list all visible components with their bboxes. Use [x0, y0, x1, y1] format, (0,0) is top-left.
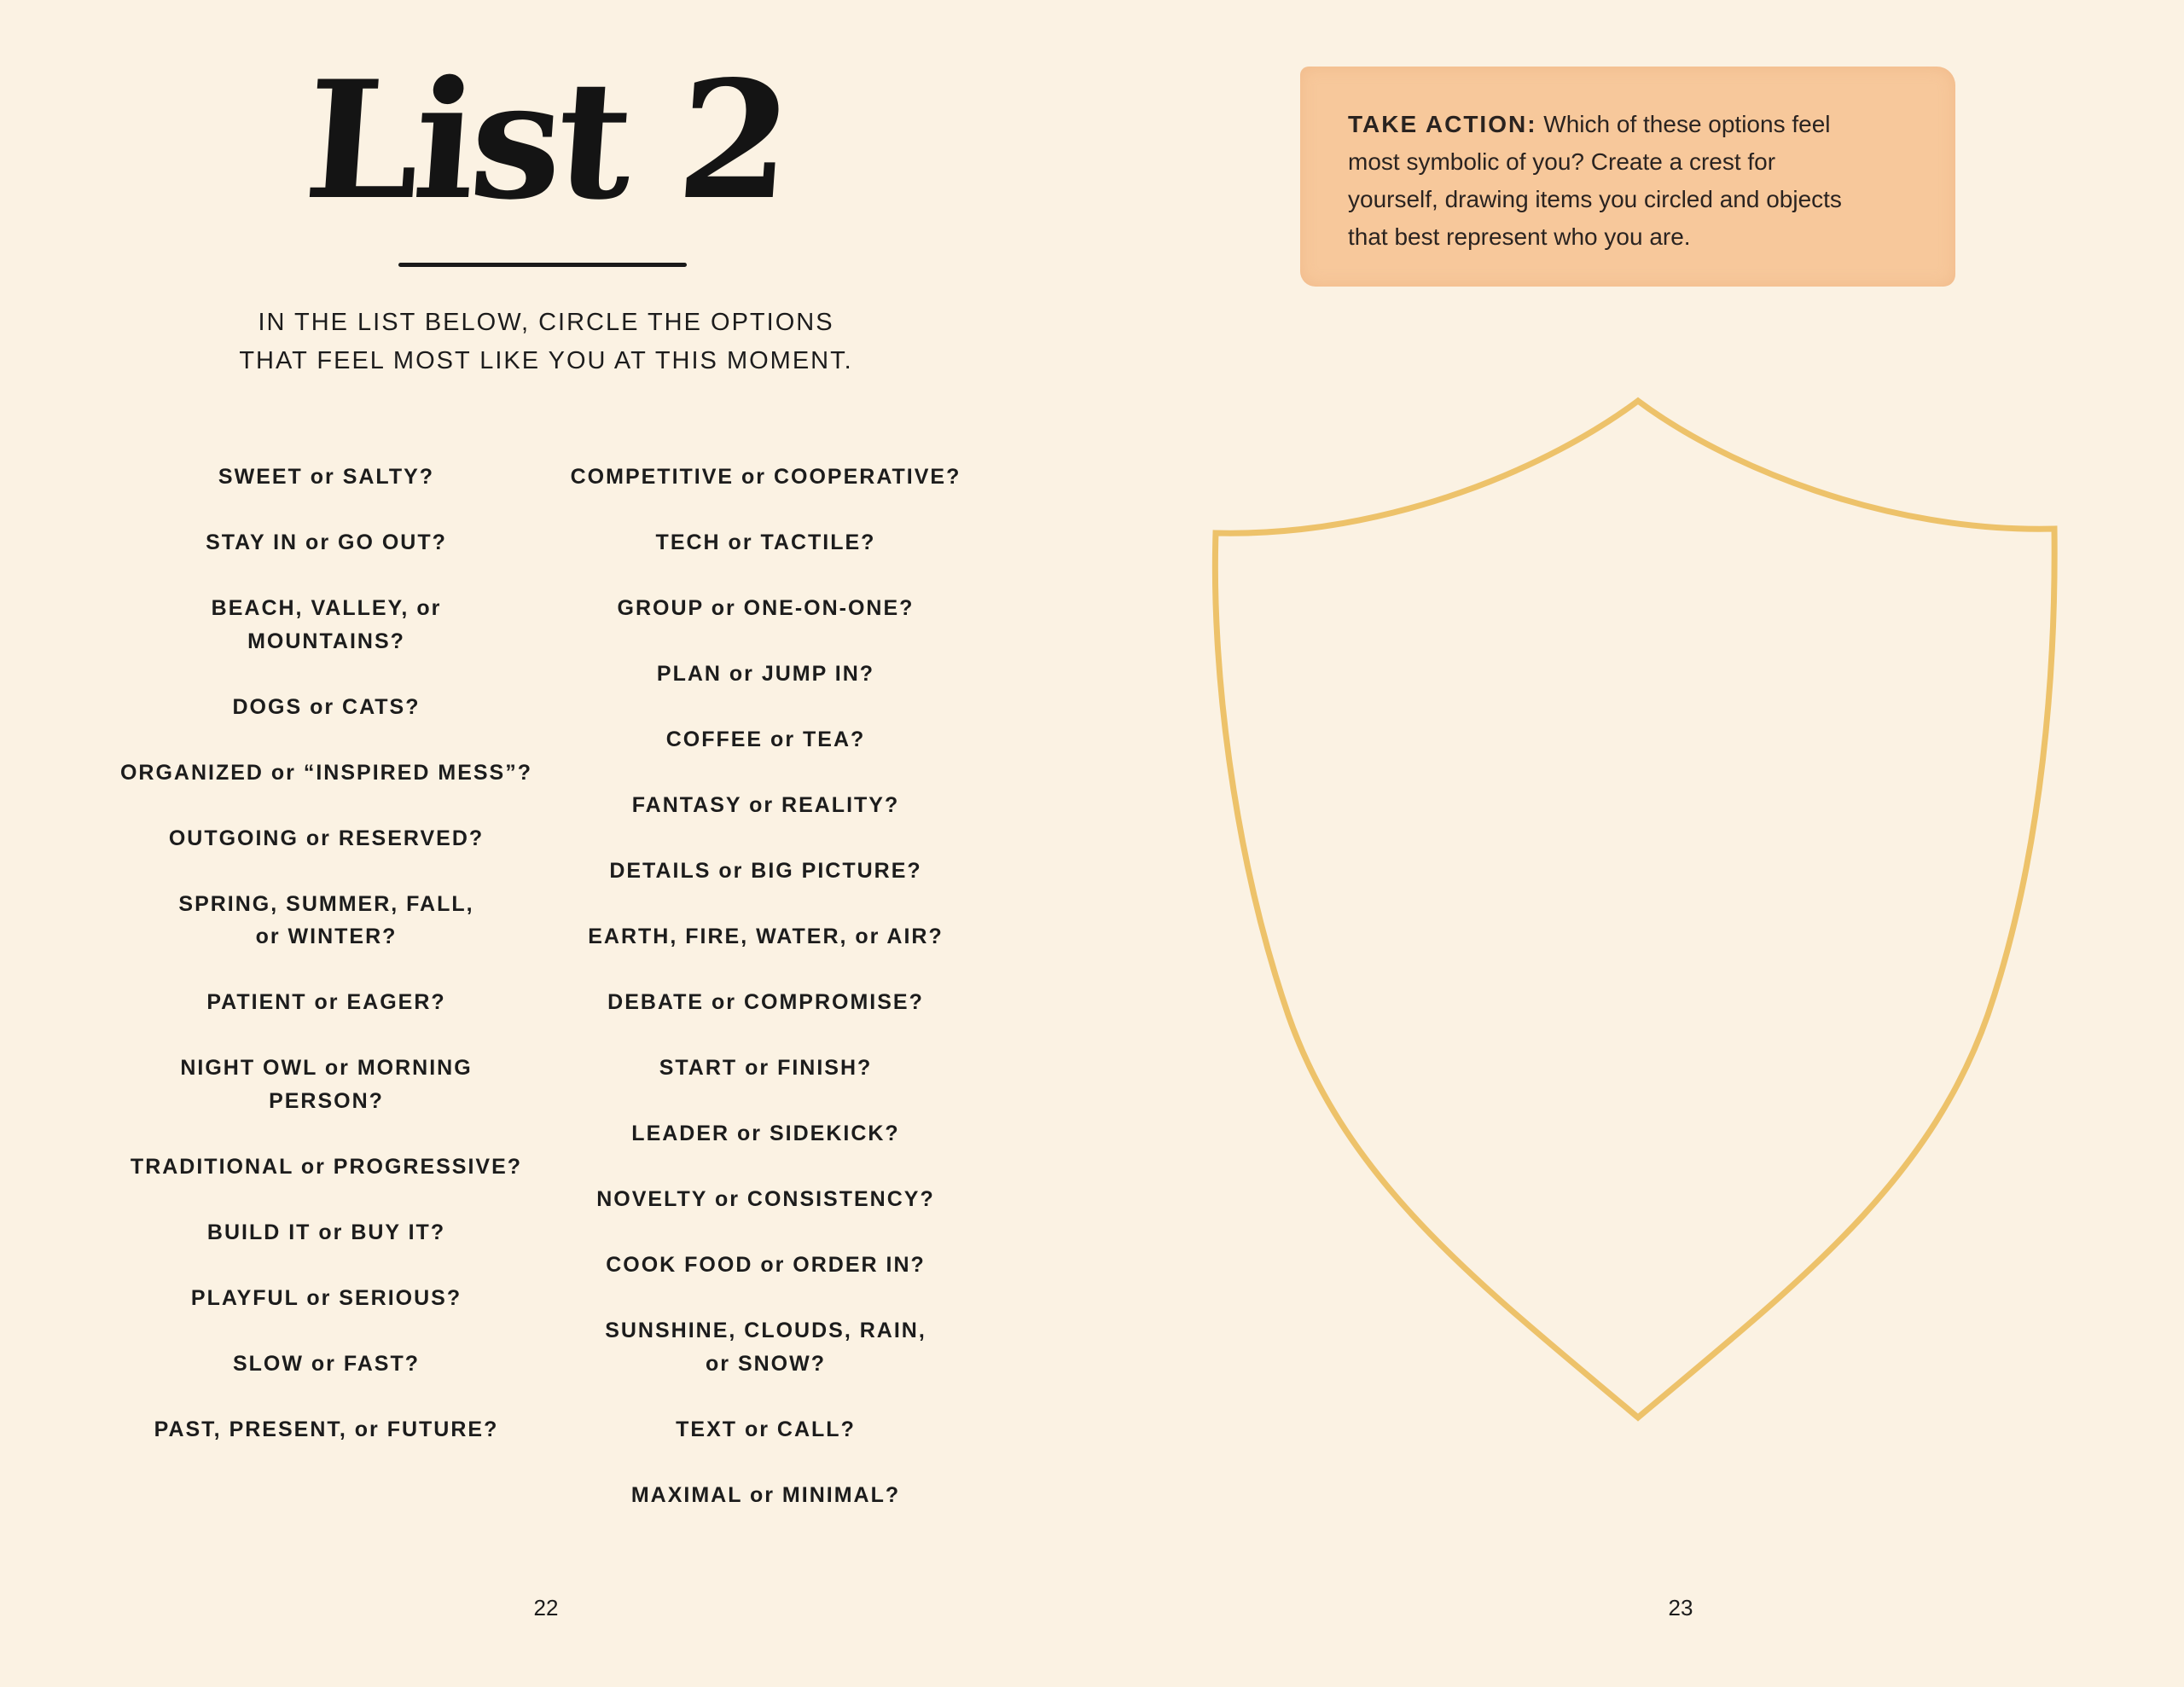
- option-item[interactable]: [102, 526, 550, 559]
- option-text: or SNOW?: [706, 1351, 826, 1376]
- option-item[interactable]: [102, 1282, 550, 1315]
- options-column-left: [102, 461, 550, 1479]
- option-text: DETAILS or BIG PICTURE?: [609, 859, 922, 883]
- option-text: START or FINISH?: [659, 1056, 873, 1080]
- option-item[interactable]: [563, 723, 968, 757]
- option-text: NOVELTY or CONSISTENCY?: [596, 1187, 935, 1211]
- option-item[interactable]: [563, 1479, 968, 1512]
- take-action-line: Which of these options feel: [1536, 111, 1831, 137]
- option-text: COMPETITIVE or COOPERATIVE?: [570, 465, 961, 489]
- take-action-line: most symbolic of you? Create a crest for: [1348, 148, 1776, 175]
- option-text: EARTH, FIRE, WATER, or AIR?: [588, 925, 944, 948]
- option-item[interactable]: [563, 1117, 968, 1151]
- option-item[interactable]: [563, 920, 968, 954]
- option-text: or WINTER?: [255, 925, 398, 948]
- option-text: MOUNTAINS?: [247, 629, 405, 653]
- option-item[interactable]: [563, 855, 968, 888]
- option-text: OUTGOING or RESERVED?: [168, 826, 485, 850]
- take-action-line: yourself, drawing items you circled and objects: [1348, 186, 1842, 212]
- title-underline: [398, 263, 687, 267]
- page-title: List 2: [299, 45, 793, 235]
- option-text: STAY IN or GO OUT?: [206, 530, 447, 554]
- option-text: SLOW or FAST?: [232, 1351, 421, 1376]
- option-item[interactable]: [102, 1348, 550, 1381]
- option-text: COFFEE or TEA?: [665, 728, 866, 751]
- page-number-right: 23: [1668, 1595, 1693, 1620]
- option-text: DOGS or CATS?: [232, 694, 421, 719]
- option-text: FANTASY or REALITY?: [631, 793, 900, 817]
- option-item[interactable]: [563, 592, 968, 625]
- option-item[interactable]: [563, 526, 968, 559]
- option-text: GROUP or ONE-ON-ONE?: [617, 596, 915, 620]
- option-text: LEADER or SIDEKICK?: [631, 1122, 900, 1145]
- option-text: TECH or TACTILE?: [655, 530, 876, 554]
- option-item[interactable]: [102, 888, 550, 954]
- instructions: [0, 304, 1092, 380]
- page-number-left: 22: [533, 1595, 559, 1620]
- option-text: COOK FOOD or ORDER IN?: [606, 1253, 926, 1277]
- option-item[interactable]: [563, 1314, 968, 1380]
- option-item[interactable]: [102, 1052, 550, 1117]
- option-item[interactable]: [563, 658, 968, 691]
- option-text: PLAYFUL or SERIOUS?: [190, 1285, 462, 1310]
- options-column-right: [563, 461, 968, 1545]
- instructions-line: IN THE LIST BELOW, CIRCLE THE OPTIONS: [258, 309, 834, 336]
- option-item[interactable]: [102, 1413, 550, 1446]
- option-item[interactable]: [563, 461, 968, 494]
- option-item[interactable]: [563, 789, 968, 822]
- option-item[interactable]: [102, 757, 550, 790]
- option-text: BEACH, VALLEY, or: [211, 596, 442, 620]
- right-page: [1092, 0, 2184, 1687]
- option-text: TRADITIONAL or PROGRESSIVE?: [130, 1154, 523, 1179]
- option-item[interactable]: [563, 1249, 968, 1282]
- take-action-line: that best represent who you are.: [1348, 223, 1691, 250]
- option-item[interactable]: [563, 1052, 968, 1085]
- option-item[interactable]: [102, 592, 550, 658]
- option-text: PERSON?: [269, 1088, 384, 1113]
- option-text: DEBATE or COMPROMISE?: [607, 990, 924, 1014]
- instructions-line: THAT FEEL MOST LIKE YOU AT THIS MOMENT.: [239, 347, 853, 374]
- option-text: PATIENT or EAGER?: [206, 990, 446, 1014]
- option-text: NIGHT OWL or MORNING: [180, 1056, 473, 1080]
- option-item[interactable]: [102, 822, 550, 855]
- take-action-label: TAKE ACTION:: [1348, 111, 1537, 137]
- option-text: SWEET or SALTY?: [218, 465, 435, 489]
- option-text: ORGANIZED or “INSPIRED MESS”?: [119, 760, 533, 785]
- crest-shield-shape: [1215, 401, 2054, 1417]
- option-item[interactable]: [563, 986, 968, 1019]
- option-item[interactable]: [102, 1216, 550, 1249]
- option-item[interactable]: [102, 986, 550, 1019]
- option-item[interactable]: [102, 691, 550, 724]
- option-text: SUNSHINE, CLOUDS, RAIN,: [605, 1319, 926, 1342]
- option-text: SPRING, SUMMER, FALL,: [178, 891, 474, 916]
- option-item[interactable]: [102, 1151, 550, 1184]
- option-text: MAXIMAL or MINIMAL?: [630, 1482, 901, 1507]
- option-text: BUILD IT or BUY IT?: [206, 1220, 446, 1244]
- option-text: TEXT or CALL?: [676, 1417, 856, 1441]
- option-item[interactable]: [563, 1413, 968, 1446]
- option-text: PLAN or JUMP IN?: [656, 662, 875, 686]
- option-text: PAST, PRESENT, or FUTURE?: [154, 1417, 499, 1441]
- crest-outline[interactable]: [1092, 0, 2184, 1687]
- option-item[interactable]: [563, 1183, 968, 1216]
- option-item[interactable]: [102, 461, 550, 494]
